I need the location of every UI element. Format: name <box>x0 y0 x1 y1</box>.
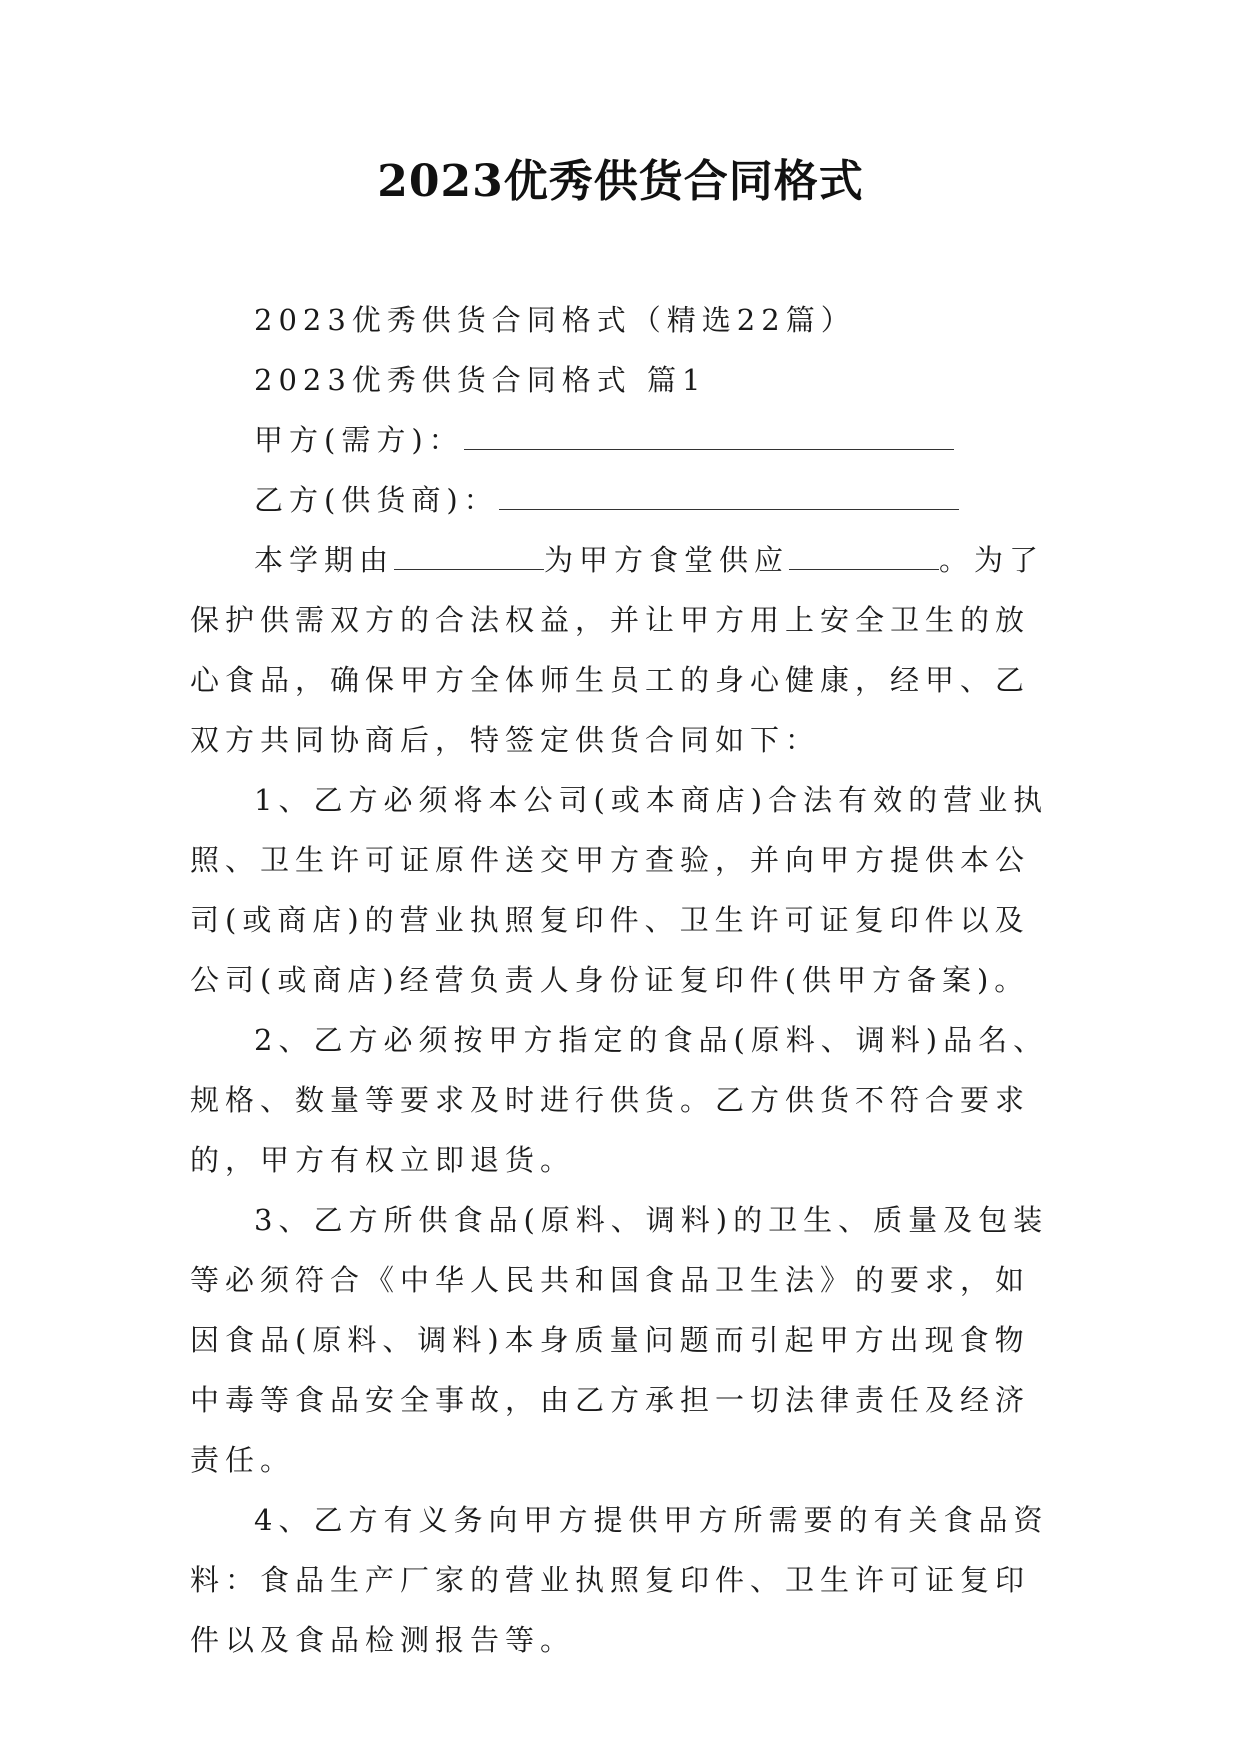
party-b-line <box>190 470 1050 530</box>
goods-blank <box>789 533 939 570</box>
intro-paragraph <box>190 530 1050 770</box>
party-a-label: 甲方(需方)： <box>254 423 464 457</box>
intro-part1: 本学期由 <box>254 543 395 577</box>
document-title: 2023优秀供货合同格式 <box>377 156 864 207</box>
party-a-blank <box>464 413 954 450</box>
subtitle-line: 2023优秀供货合同格式（精选22篇） <box>254 303 856 337</box>
intro-part2: 为甲方食堂供应 <box>544 543 790 577</box>
clause-4: 4、乙方有义务向甲方提供甲方所需要的有关食品资料：食品生产厂家的营业执照复印件、卫生许可证复印件以及食品检测报告等。 <box>190 1503 1049 1657</box>
clause-3: 3、乙方所供食品(原料、调料)的卫生、质量及包装等必须符合《中华人民共和国食品卫生法》的要求，如因食品(原料、调料)本身质量问题而引起甲方出现食物中毒等食品安全事故，由乙方承担一切法律责任及经济责任。 <box>190 1203 1049 1477</box>
section-heading: 2023优秀供货合同格式 篇1 <box>254 363 707 397</box>
clause-1: 1、乙方必须将本公司(或本商店)合法有效的营业执照、卫生许可证原件送交甲方查验，并向甲方提供本公司(或商店)的营业执照复印件、卫生许可证复印件以及公司(或商店)经营负责人身份证复印件(供甲方备案)。 <box>190 783 1049 997</box>
party-a-line <box>190 410 1050 470</box>
document-body <box>190 290 1050 1670</box>
clause-2: 2、乙方必须按甲方指定的食品(原料、调料)品名、规格、数量等要求及时进行供货。乙方供货不符合要求的，甲方有权立即退货。 <box>190 1023 1049 1177</box>
supplier-blank <box>394 533 544 570</box>
party-b-blank <box>499 473 959 510</box>
party-b-label: 乙方(供货商)： <box>254 483 499 517</box>
intro-part3: 。为了保护供需双方的合法权益，并让甲方用上安全卫生的放心食品，确保甲方全体师生员工的身心健康，经甲、乙双方共同协商后，特签定供货合同如下： <box>190 543 1045 757</box>
